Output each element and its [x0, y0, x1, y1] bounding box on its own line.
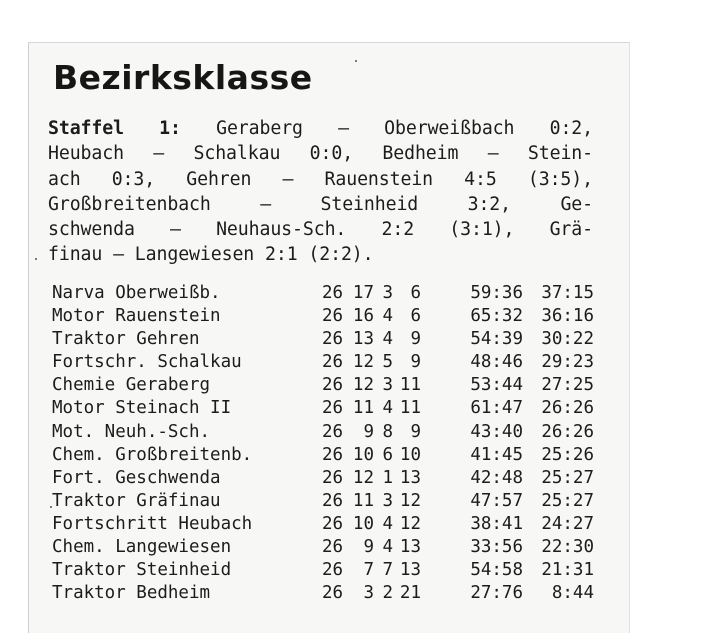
points-ratio: 21:31	[541, 560, 594, 581]
table-row	[48, 398, 598, 421]
table-row	[48, 352, 598, 375]
goal-ratio: 47:57	[470, 490, 523, 511]
points-ratio: 30:22	[541, 329, 594, 350]
games-drawn: 4	[382, 537, 393, 558]
goal-ratio: 61:47	[470, 398, 523, 419]
points-ratio: 24:27	[541, 513, 594, 534]
games-lost: 13	[399, 560, 421, 581]
games-drawn: 6	[382, 444, 393, 465]
team-name: Traktor Bedheim	[52, 583, 211, 604]
games-played: 26	[322, 560, 344, 581]
games-played: 26	[322, 537, 344, 558]
games-drawn: 8	[382, 421, 393, 442]
games-won: 17	[352, 283, 374, 303]
games-lost: 11	[399, 398, 421, 419]
match-results-report	[48, 116, 593, 268]
games-lost: 11	[399, 375, 421, 396]
games-lost: 12	[399, 513, 421, 534]
games-lost: 9	[410, 352, 421, 373]
goal-ratio: 59:36	[470, 283, 523, 303]
goal-ratio: 42:48	[470, 467, 523, 488]
games-won: 10	[352, 444, 374, 465]
goal-ratio: 41:45	[470, 444, 523, 465]
games-played: 26	[322, 306, 344, 327]
points-ratio: 29:23	[541, 352, 594, 373]
games-won: 11	[352, 490, 374, 511]
goal-ratio: 53:44	[470, 375, 523, 396]
points-ratio: 25:26	[541, 444, 594, 465]
games-drawn: 4	[382, 513, 393, 534]
team-name: Chem. Großbreitenb.	[52, 444, 253, 465]
standings-table	[48, 283, 598, 606]
games-won: 11	[352, 398, 374, 419]
report-line-text: Geraberg — Oberweißbach 0:2,	[216, 118, 593, 139]
games-won: 13	[352, 329, 374, 350]
print-speck	[50, 506, 52, 508]
team-name: Chem. Langewiesen	[52, 537, 232, 558]
games-played: 26	[322, 444, 344, 465]
table-row	[48, 445, 598, 468]
report-line: ach 0:3, Gehren — Rauenstein 4:5 (3:5),	[48, 168, 593, 190]
games-drawn: 7	[382, 560, 393, 581]
table-row	[48, 468, 598, 491]
goal-ratio: 48:46	[470, 352, 523, 373]
goal-ratio: 43:40	[470, 421, 523, 442]
games-lost: 6	[410, 306, 421, 327]
games-won: 9	[363, 537, 374, 558]
games-drawn: 1	[382, 467, 393, 488]
points-ratio: 36:16	[541, 306, 594, 327]
team-name: Fortschritt Heubach	[52, 513, 253, 534]
points-ratio: 25:27	[541, 490, 594, 511]
section-heading: Bezirksklasse	[53, 58, 313, 97]
points-ratio: 25:27	[541, 467, 594, 488]
games-drawn: 3	[382, 283, 393, 303]
goal-ratio: 54:39	[470, 329, 523, 350]
games-played: 26	[322, 352, 344, 373]
team-name: Narva Oberweißb.	[52, 283, 221, 303]
games-drawn: 4	[382, 306, 393, 327]
games-drawn: 4	[382, 329, 393, 350]
games-played: 26	[322, 398, 344, 419]
games-played: 26	[322, 283, 344, 303]
table-row	[48, 537, 598, 560]
report-line: finau — Langewiesen 2:1 (2:2).	[48, 244, 374, 266]
team-name: Traktor Gehren	[52, 329, 200, 350]
points-ratio: 27:25	[541, 375, 594, 396]
goal-ratio: 27:76	[470, 583, 523, 604]
games-played: 26	[322, 490, 344, 511]
points-ratio: 26:26	[541, 421, 594, 442]
games-drawn: 3	[382, 490, 393, 511]
goal-ratio: 54:58	[470, 560, 523, 581]
games-won: 10	[352, 513, 374, 534]
games-lost: 9	[410, 421, 421, 442]
games-lost: 10	[399, 444, 421, 465]
table-row	[48, 306, 598, 329]
team-name: Chemie Geraberg	[52, 375, 211, 396]
games-won: 12	[352, 352, 374, 373]
team-name: Motor Rauenstein	[52, 306, 221, 327]
report-line: schwenda — Neuhaus-Sch. 2:2 (3:1), Grä-	[48, 219, 593, 241]
games-lost: 6	[410, 283, 421, 303]
table-row	[48, 560, 598, 583]
report-line: Großbreitenbach — Steinheid 3:2, Ge-	[48, 193, 593, 215]
games-won: 9	[363, 421, 374, 442]
print-speck	[35, 258, 37, 260]
games-lost: 13	[399, 537, 421, 558]
goal-ratio: 38:41	[470, 513, 523, 534]
games-won: 7	[363, 560, 374, 581]
games-won: 3	[363, 583, 374, 604]
games-played: 26	[322, 329, 344, 350]
games-drawn: 2	[382, 583, 393, 604]
games-drawn: 4	[382, 398, 393, 419]
report-line	[48, 116, 593, 141]
team-name: Fort. Geschwenda	[52, 467, 221, 488]
table-row	[48, 583, 598, 606]
games-drawn: 3	[382, 375, 393, 396]
table-row	[48, 514, 598, 537]
games-won: 12	[352, 467, 374, 488]
table-row	[48, 329, 598, 352]
games-played: 26	[322, 467, 344, 488]
points-ratio: 37:15	[541, 283, 594, 303]
games-won: 16	[352, 306, 374, 327]
games-played: 26	[322, 513, 344, 534]
table-row	[48, 491, 598, 514]
games-lost: 21	[399, 583, 421, 604]
report-line: Heubach — Schalkau 0:0, Bedheim — Stein-	[48, 143, 593, 165]
games-played: 26	[322, 421, 344, 442]
team-name: Mot. Neuh.-Sch.	[52, 421, 211, 442]
games-won: 12	[352, 375, 374, 396]
print-speck	[355, 60, 357, 62]
table-row	[48, 422, 598, 445]
games-lost: 13	[399, 467, 421, 488]
games-played: 26	[322, 583, 344, 604]
points-ratio: 26:26	[541, 398, 594, 419]
goal-ratio: 65:32	[470, 306, 523, 327]
games-lost: 9	[410, 329, 421, 350]
table-row	[48, 283, 598, 306]
points-ratio: 8:44	[551, 583, 594, 604]
team-name: Traktor Steinheid	[52, 560, 232, 581]
table-row	[48, 375, 598, 398]
games-played: 26	[322, 375, 344, 396]
team-name: Motor Steinach II	[52, 398, 232, 419]
team-name: Fortschr. Schalkau	[52, 352, 242, 373]
games-drawn: 5	[382, 352, 393, 373]
group-label: Staffel 1:	[48, 118, 181, 139]
games-lost: 12	[399, 490, 421, 511]
goal-ratio: 33:56	[470, 537, 523, 558]
team-name: Traktor Gräfinau	[52, 490, 221, 511]
points-ratio: 22:30	[541, 537, 594, 558]
